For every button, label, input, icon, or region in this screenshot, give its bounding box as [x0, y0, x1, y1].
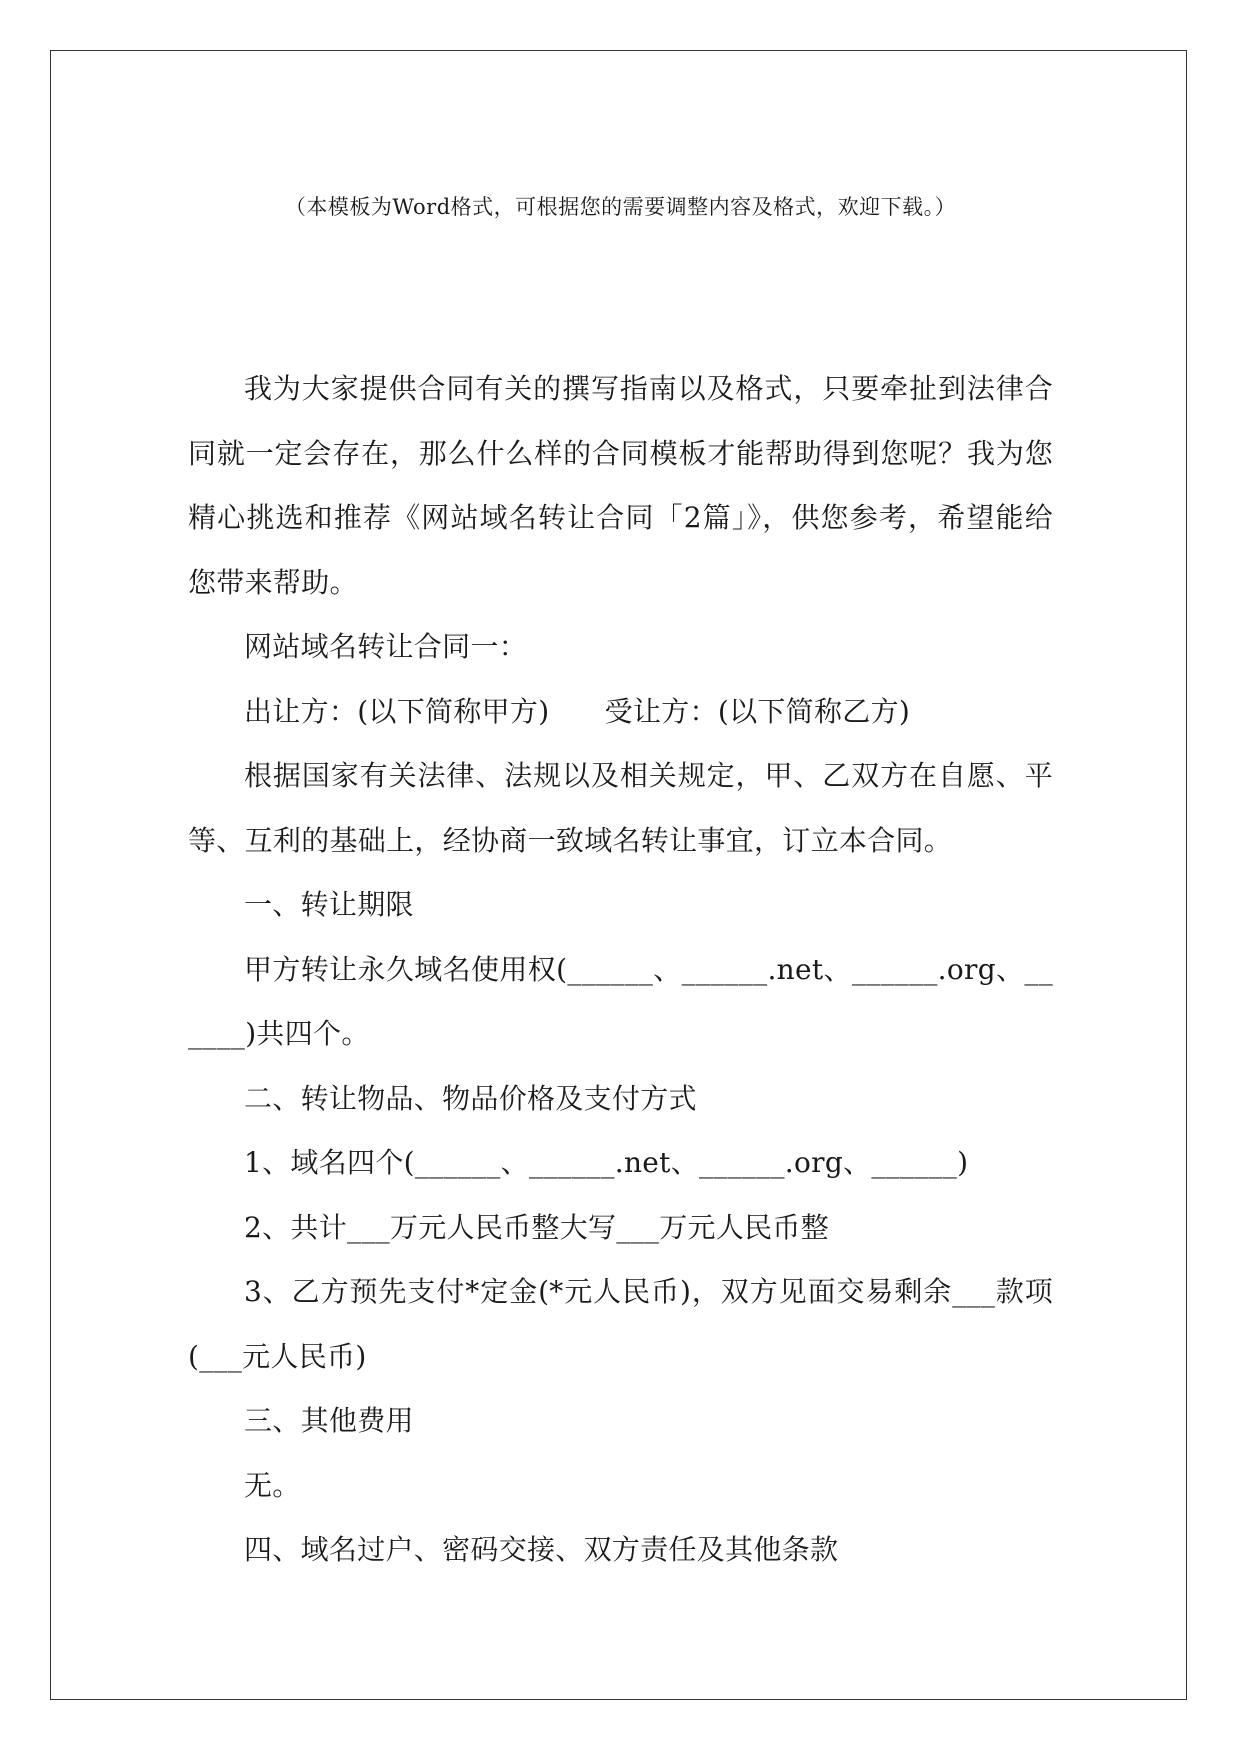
section-heading-transfer: 四、域名过户、密码交接、双方责任及其他条款	[244, 1533, 839, 1566]
clause-total-amount: 2、共计___万元人民币整大写___万元人民币整	[244, 1210, 830, 1244]
section-heading-term: 一、转让期限	[244, 888, 414, 921]
parties-line: 出让方：(以下简称甲方) 受让方：(以下简称乙方)	[244, 694, 911, 728]
term-clause: 甲方转让永久域名使用权(______、______.net、______.org、______)共四个。	[188, 952, 1053, 1050]
other-fees-clause: 无。	[244, 1468, 301, 1502]
section-heading-price-payment: 二、转让物品、物品价格及支付方式	[244, 1081, 697, 1115]
preamble-paragraph: 根据国家有关法律、法规以及相关规定，甲、乙双方在自愿、平等、互利的基础上，经协商一致域名转让事宜，订立本合同。	[188, 759, 1053, 857]
section-heading-other-fees: 三、其他费用	[244, 1404, 414, 1437]
intro-paragraph: 我为大家提供合同有关的撰写指南以及格式，只要牵扯到法律合同就一定会存在，那么什么样的合同模板才能帮助得到您呢？我为您精心挑选和推荐《网站域名转让合同「2篇」》，供您参考，希望能给您带来帮助。	[188, 372, 1053, 599]
template-note: （本模板为Word格式，可根据您的需要调整内容及格式，欢迎下载。）	[284, 195, 957, 219]
clause-deposit: 3、乙方预先支付*定金(*元人民币)，双方见面交易剩余___款项(___元人民币)	[188, 1275, 1053, 1373]
clause-domains: 1、域名四个(______、______.net、______.org、______)	[244, 1146, 969, 1179]
contract-one-heading: 网站域名转让合同一：	[244, 630, 528, 663]
document-body	[188, 357, 1053, 1583]
